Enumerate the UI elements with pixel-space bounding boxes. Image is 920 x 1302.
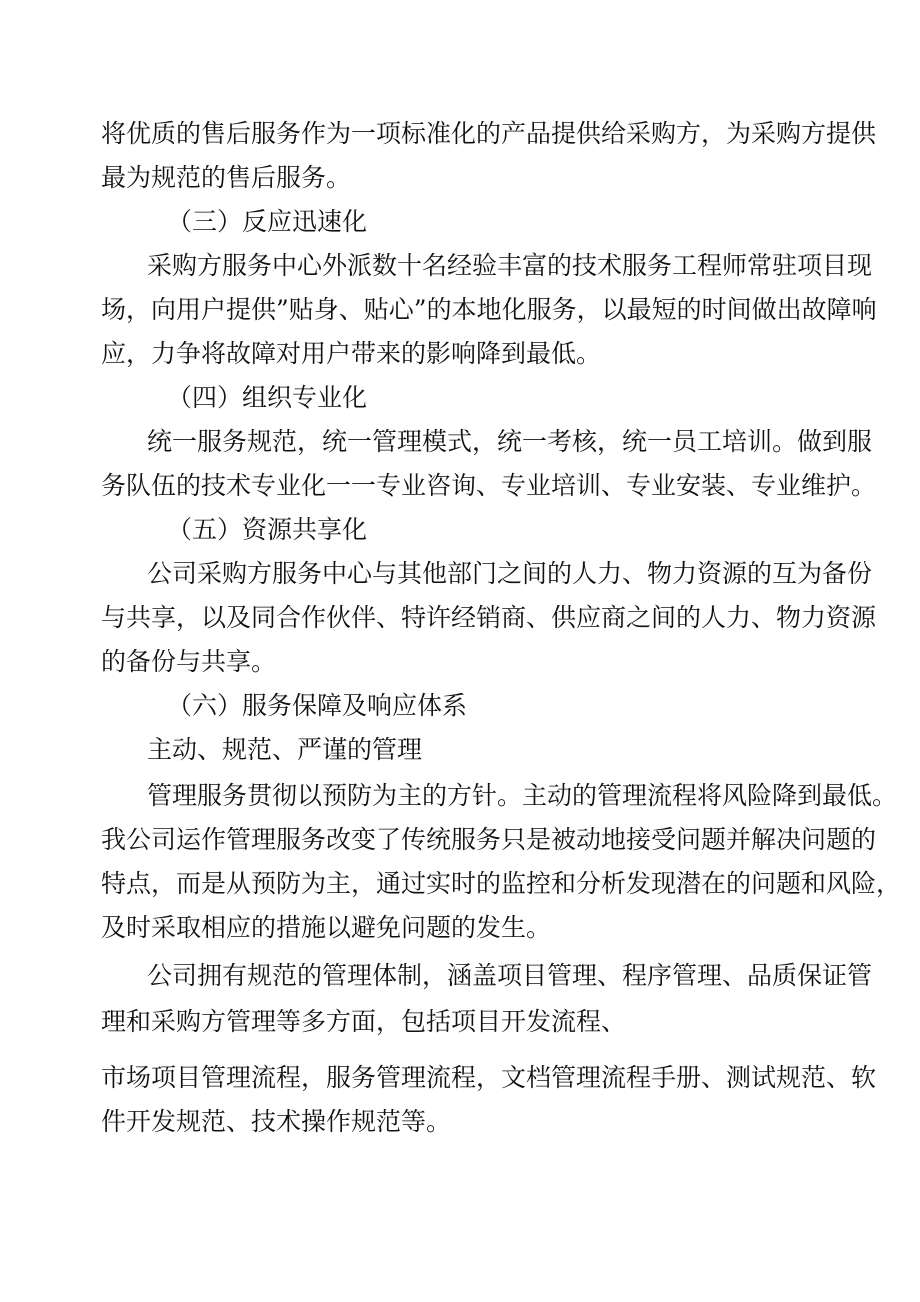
paragraph-line: 市场项目管理流程，服务管理流程，文档管理流程手册、测试规范、软 — [101, 1063, 877, 1092]
paragraph-line: 最为规范的售后服务。 — [101, 163, 352, 192]
subheading-line: 主动、规范、严谨的管理 — [147, 735, 423, 764]
paragraph-line: 的备份与共享。 — [101, 647, 277, 676]
paragraph-line: 件开发规范、技术操作规范等。 — [101, 1107, 452, 1136]
section-heading: （六）服务保障及响应体系 — [167, 691, 468, 720]
paragraph-line: 应，力争将故障对用户带来的影响降到最低。 — [101, 339, 602, 368]
paragraph-line: 采购方服务中心外派数十名经验丰富的技术服务工程师常驻项目现 — [147, 251, 873, 280]
section-heading: （四）组织专业化 — [167, 383, 368, 412]
paragraph-line: 理和采购方管理等多方面，包括项目开发流程、 — [101, 1007, 627, 1036]
paragraph-line: 公司采购方服务中心与其他部门之间的人力、物力资源的互为备份 — [147, 559, 873, 588]
paragraph-line: 我公司运作管理服务改变了传统服务只是被动地接受问题并解决问题的 — [101, 825, 877, 854]
paragraph-line: 务队伍的技术专业化一一专业咨询、专业培训、专业安装、专业维护。 — [101, 471, 877, 500]
paragraph-line: 场，向用户提供”贴身、贴心”的本地化服务，以最短的时间做出故障响 — [101, 295, 877, 324]
paragraph-line: 公司拥有规范的管理体制，涵盖项目管理、程序管理、品质保证管 — [147, 961, 873, 990]
paragraph-line: 将优质的售后服务作为一项标准化的产品提供给采购方，为采购方提供 — [101, 119, 877, 148]
section-heading: （五）资源共享化 — [167, 515, 368, 544]
section-heading: （三）反应迅速化 — [167, 207, 368, 236]
paragraph-line: 与共享，以及同合作伙伴、特许经销商、供应商之间的人力、物力资源 — [101, 603, 877, 632]
paragraph-line: 特点，而是从预防为主，通过实时的监控和分析发现潜在的问题和风险， — [101, 869, 902, 898]
paragraph-line: 及时采取相应的措施以避免问题的发生。 — [101, 913, 552, 942]
paragraph-line: 统一服务规范，统一管理模式，统一考核，统一员工培训。做到服 — [147, 427, 873, 456]
paragraph-line: 管理服务贯彻以预防为主的方针。主动的管理流程将风险降到最低。 — [147, 781, 898, 810]
